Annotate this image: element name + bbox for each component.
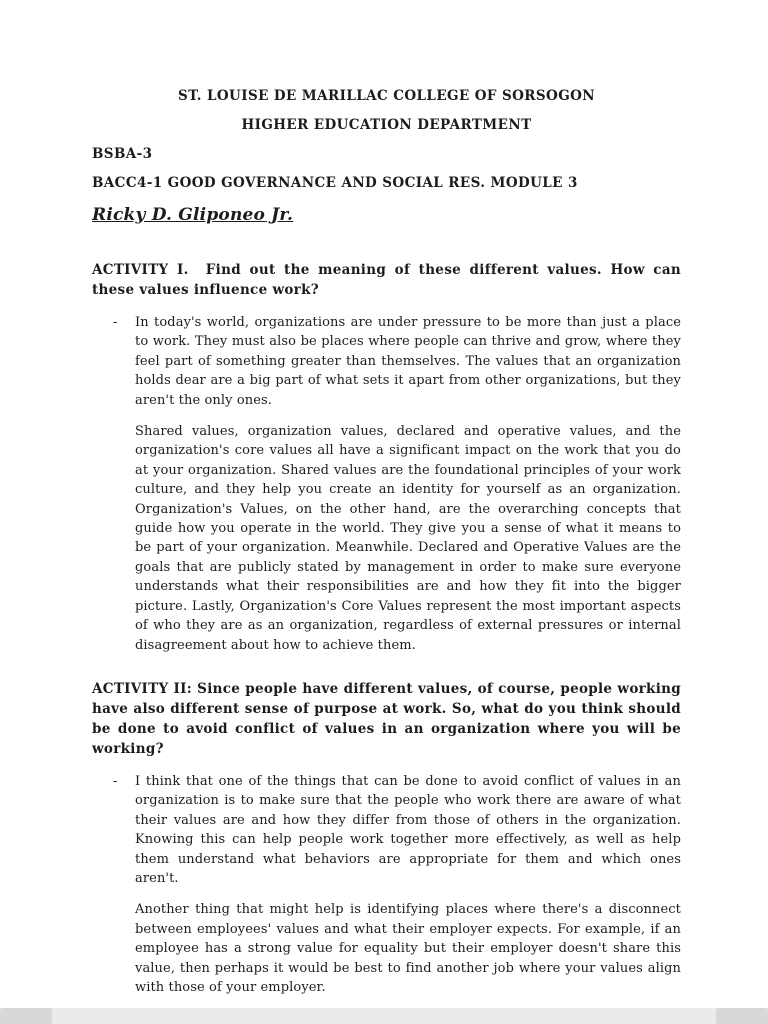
activity2-paragraph-1: I think that one of the things that can be done to avoid conflict of values in an organization is to make sure that the people who work there are aware of what their values are and how they differ from those of others in the organization. Knowing this can help people work together more effectively, as well as help them understand what behaviors are appropriate for them and which ones aren't. <box>135 773 681 886</box>
bullet-dash: - <box>113 773 118 789</box>
course-title: BACC4-1 GOOD GOVERNANCE AND SOCIAL RES. MODULE 3 <box>92 175 578 191</box>
school-name: ST. LOUISE DE MARILLAC COLLEGE OF SORSOGON <box>177 88 596 104</box>
document-content <box>92 88 681 1009</box>
author-name: Ricky D. Gliponeo Jr. <box>92 205 294 225</box>
activity1-list-item <box>92 313 681 410</box>
viewer-bottom-corner-right <box>716 1008 768 1024</box>
viewer-bottom-strip <box>0 1008 768 1024</box>
bullet-dash: - <box>113 315 118 330</box>
activity1-heading: ACTIVITY I. Find out the meaning of these different values. How can these values influence work? <box>92 262 681 298</box>
section-label: BSBA-3 <box>92 146 153 162</box>
activity1-paragraph-1: In today's world, organizations are under pressure to be more than just a place to work. They must also be places where people can thrive and grow, where they feel part of something greater than themselves. The values that an organization holds dear are a big part of what sets it apart from other organizations, but they aren't the only ones. <box>135 315 681 408</box>
activity2-paragraph-2: Another thing that might help is identifying places where there's a disconnect between employees' values and what their employer expects. For example, if an employee has a strong value for equality but their employer doesn't share this value, then perhaps it would be best to find another job where your values align with those of your employer. <box>135 902 681 995</box>
activity1-paragraph-2: Shared values, organization values, declared and operative values, and the organization's core values all have a significant impact on the work that you do at your organization. Shared values are the foundational principles of your work culture, and they help you create an identity for yourself as an organization. Organization's Values, on the other hand, are the overarching concepts that guide how you operate in the world. They give you a sense of what it means to be part of your organization. Meanwhile. Declared and Operative Values are the goals that are publicly stated by management in order to make sure everyone understands what their responsibilities are and how they fit into the bigger picture. Lastly, Organization's Core Values represent the most important aspects of who they are as an organization, regardless of external pressures or internal disagreement about how to achieve them. <box>135 424 681 653</box>
activity2-list-item <box>92 772 681 888</box>
activity2-heading: ACTIVITY II: Since people have different values, of course, people working have also different sense of purpose at work. So, what do you think should be done to avoid conflict of values in an organization where you will be working? <box>92 680 681 757</box>
viewer-bottom-corner-left <box>0 1008 52 1024</box>
department-name: HIGHER EDUCATION DEPARTMENT <box>241 117 532 133</box>
